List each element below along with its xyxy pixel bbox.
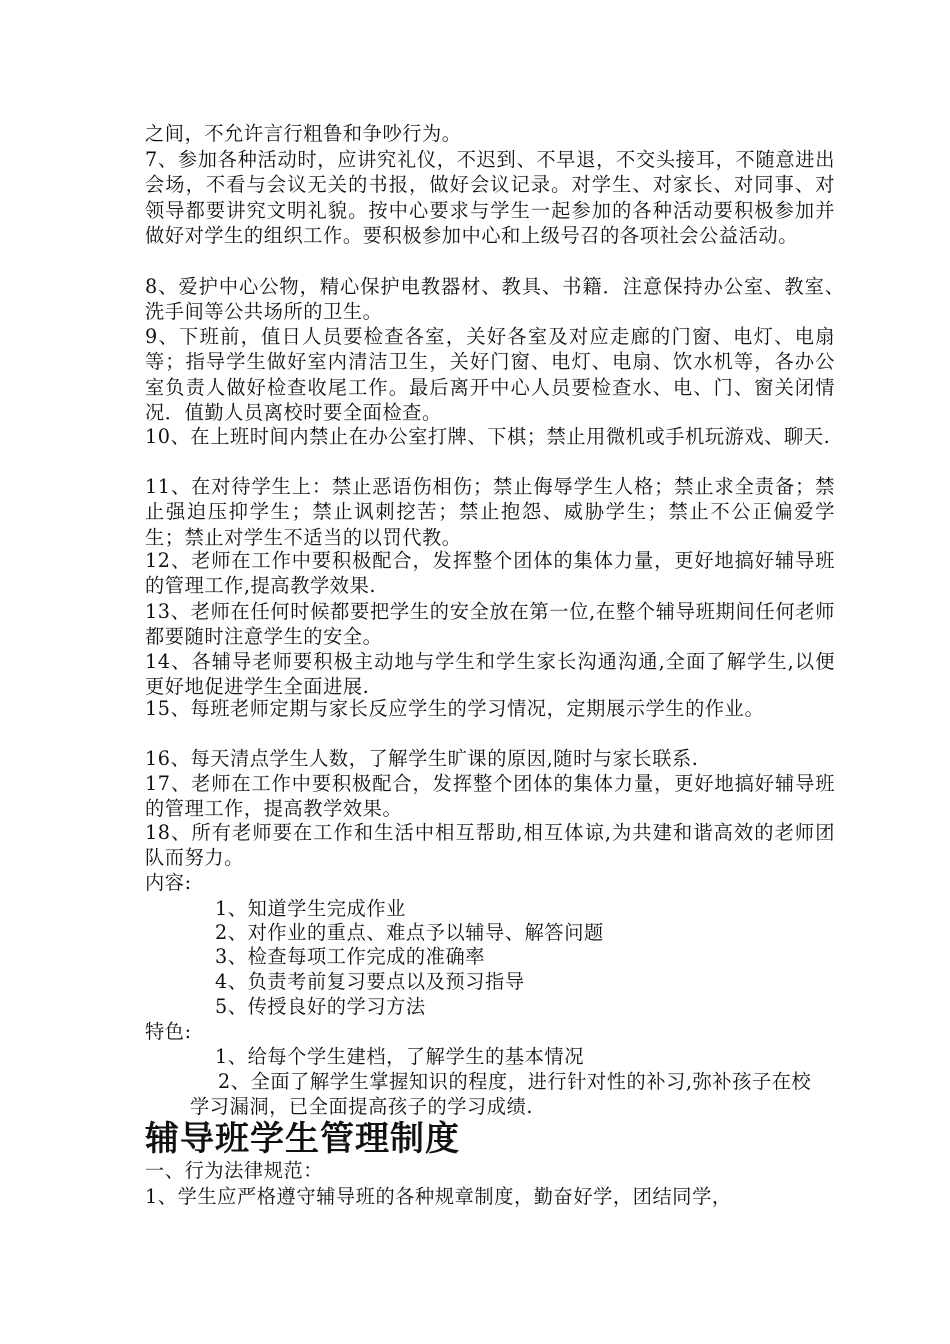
content-item: 2、对作业的重点、难点予以辅导、解答问题 xyxy=(215,921,604,944)
paragraph-rule-8: 8、爱护中心公物，精心保护电教器材、教具、书籍．注意保持办公室、教室、 洗手间等公共场所的卫生。 xyxy=(145,275,855,324)
paragraph-rule-9: 9、下班前，值日人员要检查各室，关好各室及对应走廊的门窗、电灯、电扇等；指导学生做好室内清洁卫生，关好门窗、电灯、电扇、饮水机等，各办公室负责人做好检查收尾工作。最后离开中心人员要检查水、电、门、窗关闭情况．值勤人员离校时要全面检查。 xyxy=(145,325,835,424)
paragraph-rule-11: 11、在对待学生上：禁止恶语伤相伤；禁止侮辱学生人格；禁止求全责备；禁止强迫压抑学生；禁止讽刺挖苦；禁止抱怨、威胁学生；禁止不公正偏爱学生；禁止对学生不适当的以罚代教。 xyxy=(145,475,835,549)
paragraph-rule-10: 10、在上班时间内禁止在办公室打牌、下棋；禁止用微机或手机玩游戏、聊天. xyxy=(145,425,831,448)
content-item: 3、检查每项工作完成的准确率 xyxy=(215,945,486,968)
rule-item: 1、学生应严格遵守辅导班的各种规章制度，勤奋好学，团结同学， xyxy=(145,1185,732,1208)
feature-item: 2、全面了解学生掌握知识的程度，进行针对性的补习,弥补孩子在校学习漏洞，已全面提高孩子的学习成绩. xyxy=(190,1070,812,1118)
content-item: 1、知道学生完成作业 xyxy=(215,897,406,920)
content-item: 4、负责考前复习要点以及预习指导 xyxy=(215,970,525,993)
section-heading: 辅导班学生管理制度 xyxy=(145,1119,460,1159)
paragraph-rule-14: 14、各辅导老师要积极主动地与学生和学生家长沟通沟通,全面了解学生,以便更好地促进学生全面进展. xyxy=(145,650,835,699)
paragraph-rule-12: 12、老师在工作中要积极配合，发挥整个团体的集体力量，更好地搞好辅导班的管理工作,提高教学效果. xyxy=(145,549,835,598)
content-label: 内容: xyxy=(145,871,192,894)
paragraph-rule-16: 16、每天清点学生人数，了解学生旷课的原因,随时与家长联系. xyxy=(145,747,699,770)
paragraph-rule-7: 7、参加各种活动时，应讲究礼仪，不迟到、不早退，不交头接耳，不随意进出会场，不看与会议无关的书报，做好会议记录。对学生、对家长、对同事、对领导都要讲究文明礼貌。按中心要求与学生一起参加的各种活动要积极参加并做好对学生的组织工作。要积极参加中心和上级号召的各项社会公益活动。 xyxy=(145,148,835,247)
paragraph-continued: 之间，不允许言行粗鲁和争吵行为。 xyxy=(145,122,462,145)
paragraph-rule-15: 15、每班老师定期与家长反应学生的学习情况，定期展示学生的作业。 xyxy=(145,697,765,720)
paragraph-rule-17: 17、老师在工作中要积极配合，发挥整个团体的集体力量，更好地搞好辅导班的管理工作，提高教学效果。 xyxy=(145,772,835,821)
section-subtitle: 一、行为法律规范： xyxy=(145,1159,324,1182)
feature-label: 特色: xyxy=(145,1020,192,1043)
feature-item: 1、给每个学生建档，了解学生的基本情况 xyxy=(215,1045,584,1068)
content-item: 5、传授良好的学习方法 xyxy=(215,995,426,1018)
paragraph-rule-18: 18、所有老师要在工作和生活中相互帮助,相互体谅,为共建和谐高效的老师团队而努力。 xyxy=(145,821,835,870)
paragraph-rule-13: 13、老师在任何时候都要把学生的安全放在第一位,在整个辅导班期间任何老师都要随时注意学生的安全。 xyxy=(145,600,835,649)
